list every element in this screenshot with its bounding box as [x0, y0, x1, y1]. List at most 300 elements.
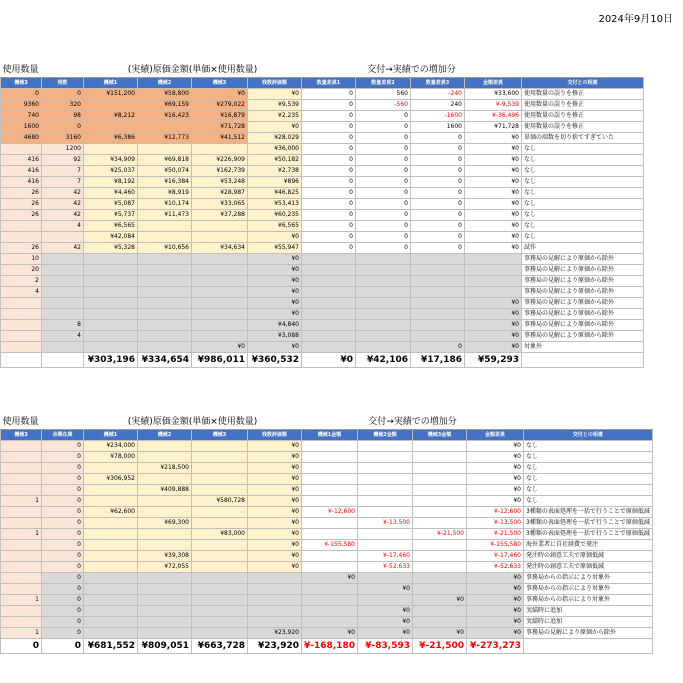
value-cell	[356, 298, 411, 309]
value-cell	[84, 144, 138, 155]
value-cell	[138, 606, 192, 617]
value-cell	[192, 595, 248, 606]
table-row	[1, 474, 653, 485]
value-cell: ¥46,825	[248, 188, 302, 199]
table-row	[1, 518, 653, 529]
value-cell	[192, 584, 248, 595]
total-row	[1, 639, 653, 654]
column-header: 残数評価額	[248, 78, 302, 89]
value-cell	[1, 507, 42, 518]
value-cell: ¥0	[467, 485, 524, 496]
value-cell	[1, 452, 42, 463]
value-cell: ¥896	[248, 177, 302, 188]
value-cell: 1600	[1, 122, 42, 133]
value-cell	[1, 617, 42, 628]
note-cell: 事務局の見解により原価から除外	[522, 298, 644, 309]
value-cell: 4	[42, 221, 84, 232]
value-cell: 0	[42, 628, 84, 639]
value-cell: ¥39,308	[138, 551, 192, 562]
value-cell	[248, 617, 302, 628]
value-cell	[192, 452, 248, 463]
value-cell	[138, 331, 192, 342]
value-cell	[138, 144, 192, 155]
value-cell: ¥0	[465, 309, 522, 320]
value-cell: 0	[42, 606, 84, 617]
value-cell	[84, 551, 138, 562]
value-cell: ¥0	[248, 485, 302, 496]
value-cell	[1, 309, 42, 320]
section-title-actual-cost: (実績)原価金額(単価×使用数量)	[84, 63, 302, 78]
value-cell	[465, 254, 522, 265]
column-header: 交付との相違	[524, 430, 653, 441]
total-cell	[522, 353, 644, 368]
table-row	[1, 177, 644, 188]
value-cell: ¥0	[302, 573, 358, 584]
table-row	[1, 320, 644, 331]
value-cell	[84, 518, 138, 529]
value-cell	[248, 573, 302, 584]
value-cell: ¥0	[248, 276, 302, 287]
value-cell	[358, 496, 413, 507]
value-cell	[302, 463, 358, 474]
value-cell	[356, 331, 411, 342]
value-cell: 0	[356, 221, 411, 232]
value-cell: 1	[1, 628, 42, 639]
value-cell	[1, 518, 42, 529]
note-cell: なし	[522, 144, 644, 155]
value-cell	[192, 441, 248, 452]
section-title-quantity: 使用数量	[1, 63, 84, 78]
note-cell: 事務局の見解により原価から除外	[524, 628, 653, 639]
value-cell: 0	[42, 474, 84, 485]
note-cell: 使用数量の誤りを修正	[522, 111, 644, 122]
value-cell: ¥0	[302, 628, 358, 639]
value-cell	[138, 573, 192, 584]
note-cell: なし	[522, 199, 644, 210]
value-cell: ¥16,879	[192, 111, 248, 122]
table-row	[1, 496, 653, 507]
value-cell	[356, 287, 411, 298]
value-cell: ¥-17,460	[358, 551, 413, 562]
value-cell: ¥0	[413, 595, 467, 606]
value-cell: ¥28,987	[192, 188, 248, 199]
value-cell	[42, 232, 84, 243]
value-cell: ¥10,174	[138, 199, 192, 210]
column-header: 残数評価額	[248, 430, 302, 441]
total-cell: ¥663,728	[192, 639, 248, 654]
value-cell	[84, 100, 138, 111]
value-cell: ¥34,634	[192, 243, 248, 254]
value-cell: ¥-12,600	[467, 507, 524, 518]
note-cell: なし	[522, 210, 644, 221]
value-cell: 0	[411, 177, 465, 188]
value-cell: 10	[1, 254, 42, 265]
value-cell: 0	[356, 122, 411, 133]
value-cell	[302, 474, 358, 485]
value-cell	[84, 529, 138, 540]
column-header: 機械3	[192, 430, 248, 441]
value-cell	[358, 573, 413, 584]
value-cell	[1, 298, 42, 309]
table-row	[1, 342, 644, 353]
value-cell	[84, 122, 138, 133]
value-cell: 0	[302, 177, 356, 188]
table-row	[1, 463, 653, 474]
value-cell: ¥72,055	[138, 562, 192, 573]
value-cell: ¥4,840	[248, 320, 302, 331]
value-cell: 0	[302, 232, 356, 243]
value-cell: 0	[356, 210, 411, 221]
value-cell	[84, 463, 138, 474]
value-cell	[84, 287, 138, 298]
value-cell: 0	[42, 529, 84, 540]
value-cell: ¥-21,500	[413, 529, 467, 540]
value-cell	[42, 298, 84, 309]
column-header: 機械3金額	[413, 430, 467, 441]
value-cell: -560	[356, 100, 411, 111]
value-cell: ¥234,000	[84, 441, 138, 452]
note-cell: 3種類の表面処理を一括で行うことで原価低減	[524, 507, 653, 518]
table-row	[1, 606, 653, 617]
note-cell: 実績時に追加	[524, 617, 653, 628]
note-cell: 試作	[522, 243, 644, 254]
value-cell: ¥0	[358, 606, 413, 617]
table-row	[1, 122, 644, 133]
total-cell: ¥360,532	[248, 353, 302, 368]
value-cell: 0	[411, 133, 465, 144]
value-cell	[138, 221, 192, 232]
value-cell: ¥0	[465, 144, 522, 155]
value-cell	[302, 496, 358, 507]
value-cell: ¥69,300	[138, 518, 192, 529]
value-cell	[302, 529, 358, 540]
value-cell: ¥162,739	[192, 166, 248, 177]
table-row	[1, 628, 653, 639]
note-cell: 事務局からの指示により対象外	[524, 595, 653, 606]
total-cell: ¥-168,180	[302, 639, 358, 654]
value-cell	[84, 595, 138, 606]
column-header: 金額差異	[465, 78, 522, 89]
table-row	[1, 298, 644, 309]
value-cell: 20	[1, 265, 42, 276]
value-cell	[356, 342, 411, 353]
value-cell	[413, 485, 467, 496]
value-cell: 416	[1, 177, 42, 188]
section-title-row	[1, 415, 653, 430]
column-header: 機械1	[84, 78, 138, 89]
total-cell: ¥334,654	[138, 353, 192, 368]
value-cell	[84, 298, 138, 309]
value-cell	[465, 276, 522, 287]
value-cell	[413, 584, 467, 595]
value-cell	[302, 287, 356, 298]
note-cell: 使用数量の誤りを修正	[522, 122, 644, 133]
value-cell: ¥-17,460	[467, 551, 524, 562]
value-cell	[84, 540, 138, 551]
value-cell: ¥0	[465, 243, 522, 254]
value-cell	[138, 298, 192, 309]
value-cell	[84, 320, 138, 331]
table-row	[1, 485, 653, 496]
value-cell	[358, 507, 413, 518]
value-cell: ¥0	[358, 617, 413, 628]
note-cell: なし	[522, 166, 644, 177]
column-header: 数量差異1	[302, 78, 356, 89]
table-row	[1, 232, 644, 243]
value-cell: 0	[356, 144, 411, 155]
value-cell: ¥69,159	[138, 100, 192, 111]
value-cell: ¥5,737	[84, 210, 138, 221]
value-cell: ¥0	[248, 529, 302, 540]
value-cell	[138, 452, 192, 463]
value-cell	[192, 562, 248, 573]
table-row	[1, 243, 644, 254]
value-cell: ¥0	[465, 166, 522, 177]
note-cell: 事務局の見解により原価から除外	[522, 287, 644, 298]
value-cell: 0	[411, 188, 465, 199]
value-cell	[138, 254, 192, 265]
value-cell	[413, 463, 467, 474]
column-header: 機械3	[1, 430, 42, 441]
section-title-blank	[524, 415, 653, 430]
value-cell: 0	[302, 133, 356, 144]
value-cell	[42, 265, 84, 276]
value-cell: ¥42,084	[84, 232, 138, 243]
value-cell: ¥6,386	[84, 133, 138, 144]
value-cell	[1, 232, 42, 243]
value-cell	[358, 529, 413, 540]
value-cell: 1200	[42, 144, 84, 155]
value-cell	[138, 628, 192, 639]
value-cell	[413, 617, 467, 628]
value-cell: -1600	[411, 111, 465, 122]
section-title-increase: 交付→実績での増加分	[302, 415, 524, 430]
total-cell	[42, 353, 84, 368]
value-cell: ¥0	[465, 210, 522, 221]
note-cell: 事務局の見解により原価から除外	[522, 276, 644, 287]
total-cell: ¥0	[302, 353, 356, 368]
column-header: 機械2金額	[358, 430, 413, 441]
section-title-blank	[522, 63, 644, 78]
value-cell: 1	[1, 496, 42, 507]
value-cell	[192, 474, 248, 485]
value-cell	[302, 617, 358, 628]
value-cell	[138, 265, 192, 276]
value-cell	[84, 617, 138, 628]
total-cell	[524, 639, 653, 654]
value-cell	[302, 584, 358, 595]
note-cell: 実績時に追加	[524, 606, 653, 617]
value-cell: 0	[302, 243, 356, 254]
value-cell	[302, 452, 358, 463]
value-cell	[356, 265, 411, 276]
value-cell	[192, 309, 248, 320]
value-cell: 0	[42, 562, 84, 573]
table-row	[1, 452, 653, 463]
value-cell: ¥0	[358, 628, 413, 639]
value-cell: -240	[411, 89, 465, 100]
value-cell: ¥34,909	[84, 155, 138, 166]
table-row	[1, 144, 644, 155]
value-cell	[192, 606, 248, 617]
value-cell: 0	[42, 463, 84, 474]
value-cell	[358, 595, 413, 606]
value-cell: 0	[356, 133, 411, 144]
value-cell	[302, 331, 356, 342]
value-cell: ¥0	[248, 463, 302, 474]
note-cell: 3種類の表面処理を一括で行うことで原価低減	[524, 529, 653, 540]
value-cell	[84, 628, 138, 639]
value-cell: 0	[42, 540, 84, 551]
value-cell	[1, 551, 42, 562]
value-cell	[1, 463, 42, 474]
value-cell: ¥2,738	[248, 166, 302, 177]
value-cell	[192, 320, 248, 331]
column-header: 交付との相違	[522, 78, 644, 89]
value-cell: ¥0	[465, 232, 522, 243]
value-cell: 0	[411, 155, 465, 166]
value-cell: 26	[1, 210, 42, 221]
value-cell: 1600	[411, 122, 465, 133]
value-cell	[192, 628, 248, 639]
value-cell: 1	[1, 529, 42, 540]
column-header: 機械1金額	[302, 430, 358, 441]
value-cell: ¥0	[248, 507, 302, 518]
value-cell	[358, 441, 413, 452]
value-cell	[84, 276, 138, 287]
value-cell: ¥6,565	[248, 221, 302, 232]
value-cell	[302, 485, 358, 496]
value-cell: 26	[1, 199, 42, 210]
value-cell: ¥0	[465, 221, 522, 232]
value-cell	[302, 265, 356, 276]
value-cell	[413, 606, 467, 617]
value-cell: ¥33,065	[192, 199, 248, 210]
total-cell: ¥17,186	[411, 353, 465, 368]
value-cell	[358, 452, 413, 463]
value-cell	[192, 551, 248, 562]
value-cell	[302, 320, 356, 331]
value-cell	[1, 320, 42, 331]
note-cell: なし	[524, 474, 653, 485]
value-cell: ¥12,773	[138, 133, 192, 144]
value-cell: ¥78,000	[84, 452, 138, 463]
value-cell	[138, 529, 192, 540]
value-cell: 0	[411, 199, 465, 210]
value-cell: ¥0	[248, 342, 302, 353]
value-cell	[138, 320, 192, 331]
value-cell	[192, 232, 248, 243]
value-cell: 0	[42, 507, 84, 518]
value-cell: ¥6,565	[84, 221, 138, 232]
value-cell: 4680	[1, 133, 42, 144]
table-row	[1, 540, 653, 551]
value-cell	[192, 276, 248, 287]
value-cell: 0	[42, 452, 84, 463]
value-cell: 0	[411, 144, 465, 155]
note-cell: 発注時の創意工夫で原価低減	[524, 562, 653, 573]
value-cell	[302, 309, 356, 320]
value-cell	[411, 287, 465, 298]
value-cell: ¥69,818	[138, 155, 192, 166]
table-row	[1, 210, 644, 221]
note-cell: 3種類の表面処理を一括で行うことで原価低減	[524, 518, 653, 529]
value-cell: 0	[302, 199, 356, 210]
value-cell	[1, 221, 42, 232]
value-cell: ¥62,600	[84, 507, 138, 518]
value-cell	[413, 518, 467, 529]
value-cell: ¥41,512	[192, 133, 248, 144]
value-cell: 0	[42, 595, 84, 606]
value-cell	[138, 496, 192, 507]
value-cell: ¥0	[248, 518, 302, 529]
value-cell: ¥53,248	[192, 177, 248, 188]
value-cell	[84, 331, 138, 342]
table-row	[1, 331, 644, 342]
value-cell: ¥0	[248, 122, 302, 133]
value-cell: ¥3,088	[248, 331, 302, 342]
value-cell: 0	[356, 177, 411, 188]
value-cell: 0	[356, 155, 411, 166]
column-header: 機械1	[84, 430, 138, 441]
section-title-quantity: 使用数量	[1, 415, 84, 430]
header-row	[1, 78, 644, 89]
value-cell	[192, 265, 248, 276]
value-cell: 0	[302, 166, 356, 177]
note-cell: 使用数量の誤りを修正	[522, 89, 644, 100]
table-row	[1, 276, 644, 287]
value-cell: 42	[42, 188, 84, 199]
value-cell: 0	[411, 221, 465, 232]
table-row	[1, 111, 644, 122]
value-cell: 7	[42, 166, 84, 177]
value-cell	[84, 342, 138, 353]
value-cell	[138, 507, 192, 518]
note-cell: 事務局の見解により原価から除外	[522, 265, 644, 276]
value-cell	[411, 320, 465, 331]
value-cell	[138, 441, 192, 452]
value-cell: 0	[302, 144, 356, 155]
report-date: 2024年9月10日	[598, 14, 673, 25]
note-cell: なし	[522, 221, 644, 232]
value-cell	[248, 606, 302, 617]
value-cell	[192, 331, 248, 342]
value-cell: 0	[356, 199, 411, 210]
value-cell	[413, 540, 467, 551]
table-row	[1, 100, 644, 111]
value-cell: 0	[356, 111, 411, 122]
value-cell	[84, 584, 138, 595]
value-cell	[1, 606, 42, 617]
table-row	[1, 529, 653, 540]
value-cell: 0	[302, 122, 356, 133]
column-header: 数量差異3	[411, 78, 465, 89]
value-cell: ¥5,328	[84, 243, 138, 254]
value-cell: ¥0	[465, 342, 522, 353]
value-cell: ¥0	[467, 474, 524, 485]
value-cell: ¥58,800	[138, 89, 192, 100]
table-row	[1, 287, 644, 298]
total-cell: ¥42,106	[356, 353, 411, 368]
table-row	[1, 551, 653, 562]
value-cell: ¥8,192	[84, 177, 138, 188]
value-cell: ¥9,539	[248, 100, 302, 111]
value-cell	[465, 265, 522, 276]
value-cell: ¥8,212	[84, 111, 138, 122]
note-cell: なし	[524, 496, 653, 507]
value-cell: ¥0	[248, 452, 302, 463]
note-cell: なし	[524, 441, 653, 452]
